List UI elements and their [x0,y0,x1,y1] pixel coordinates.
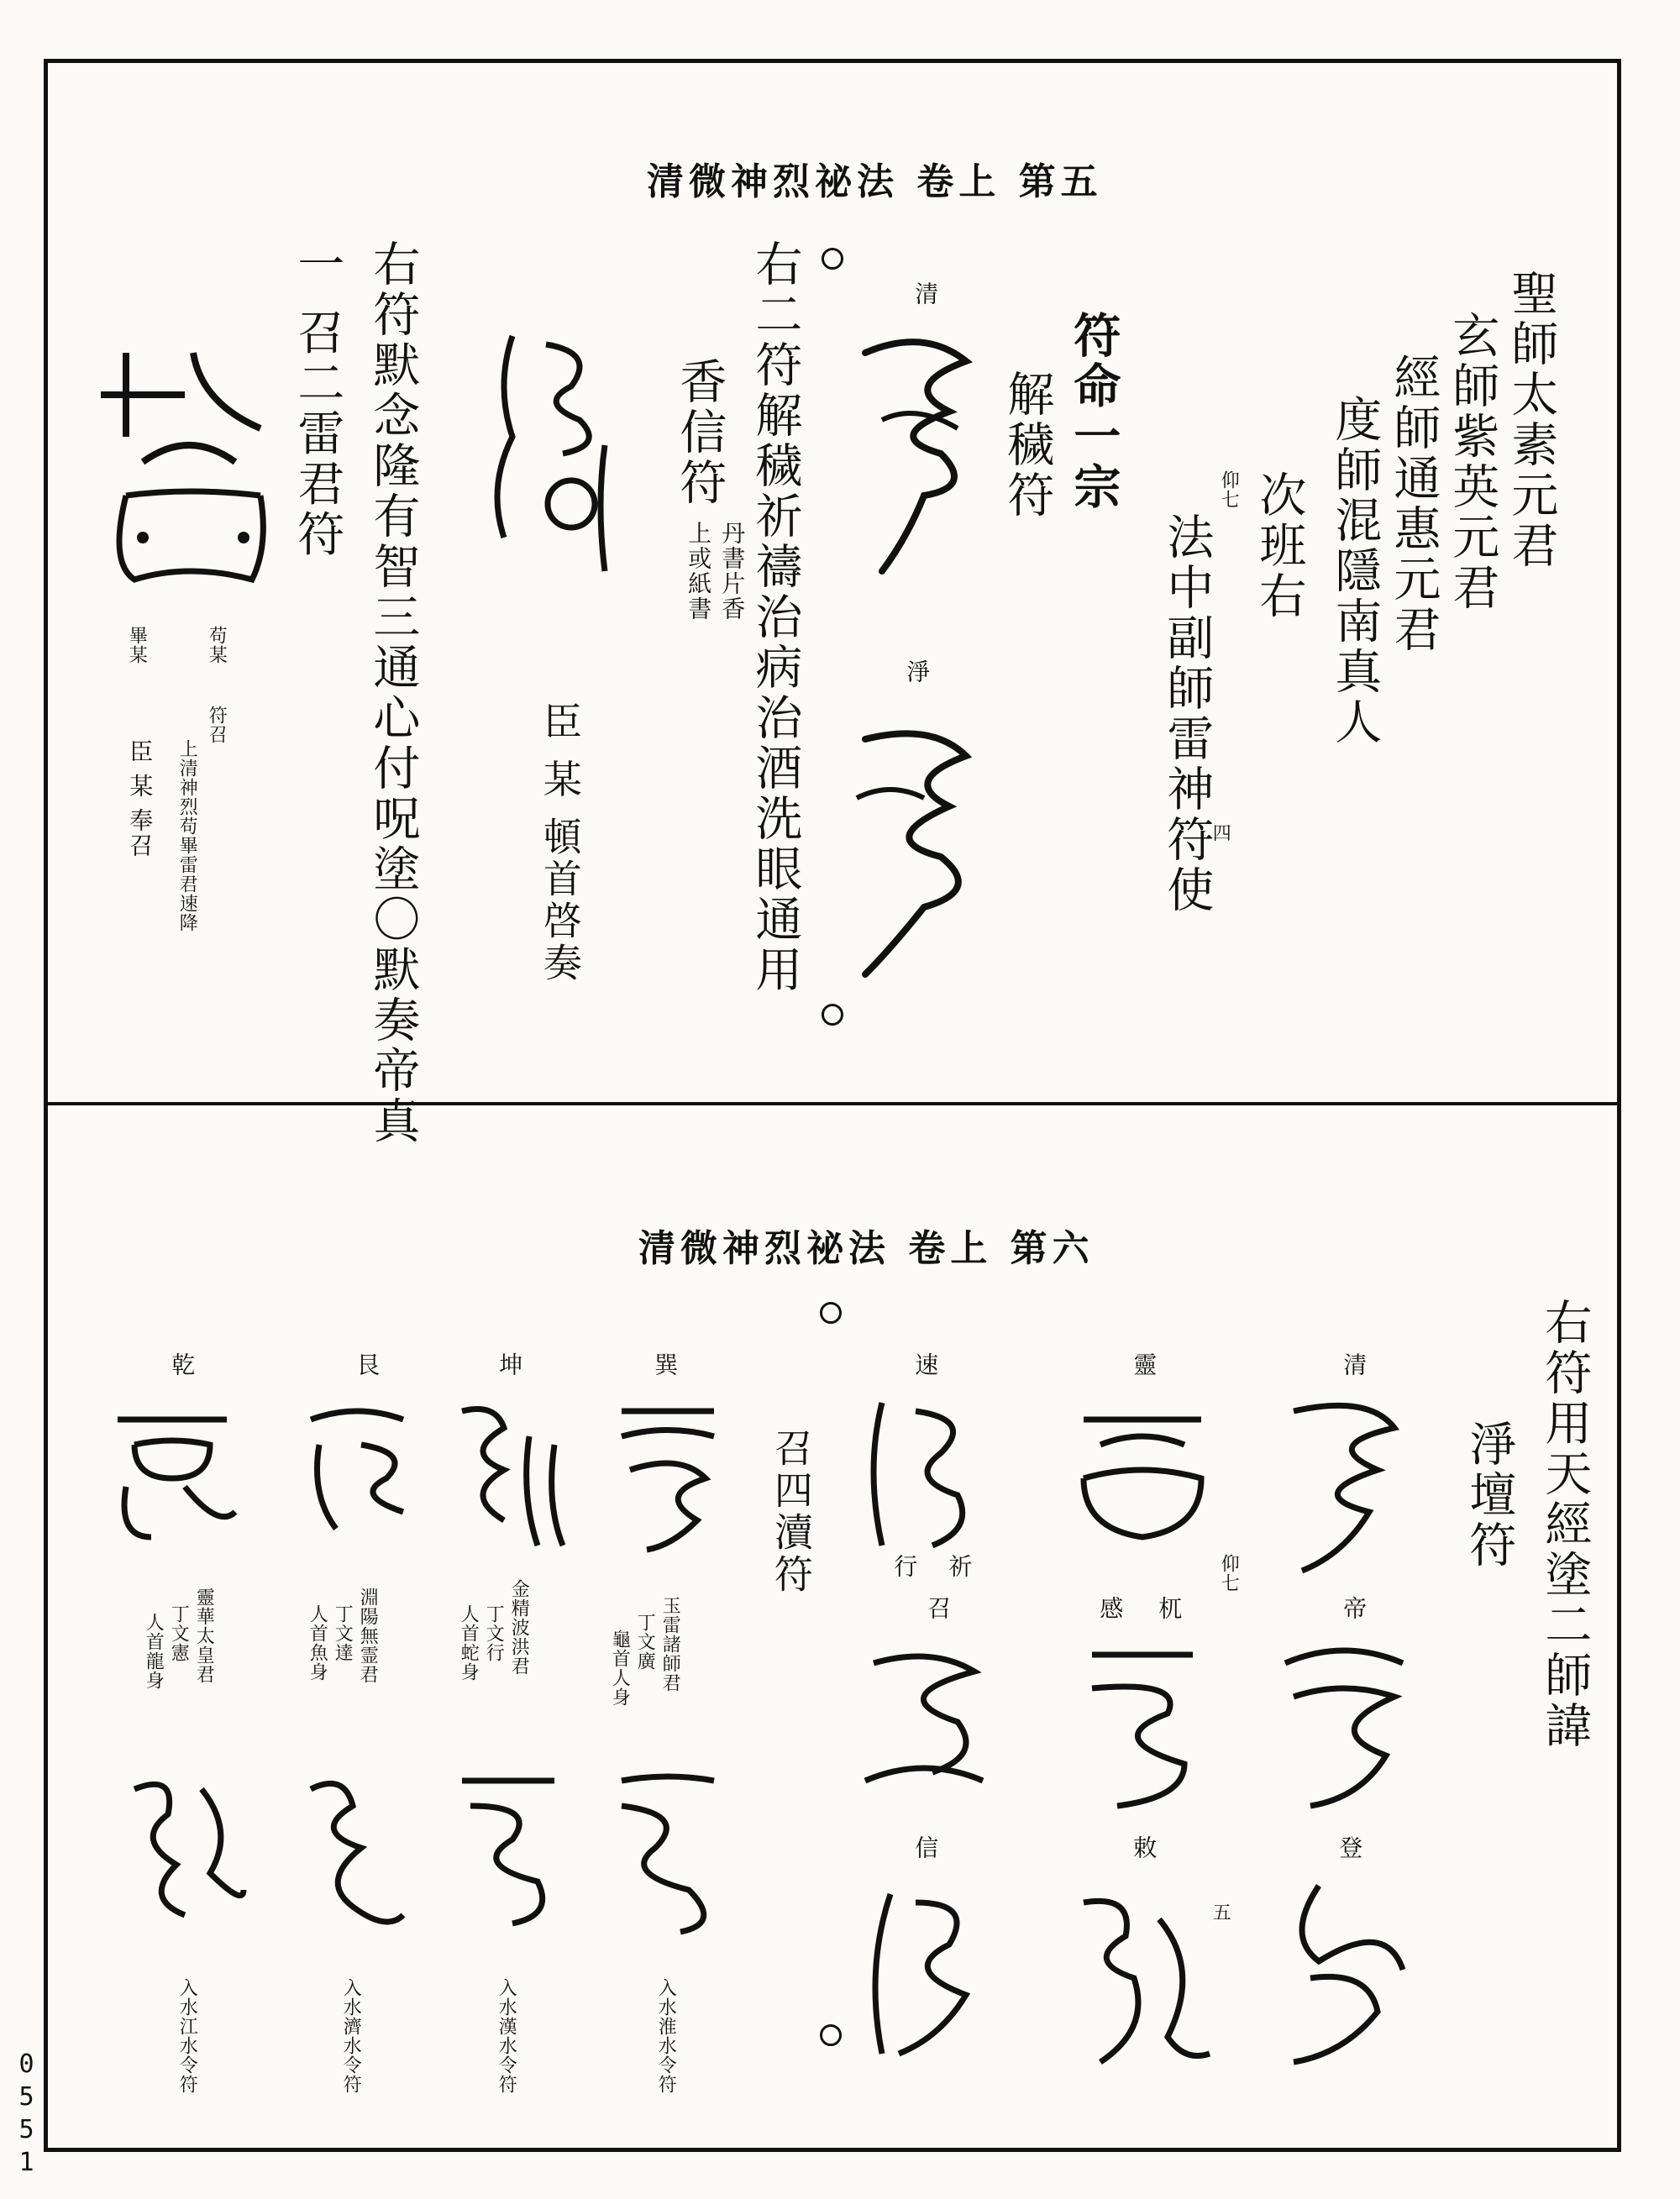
gen-talisman-glyph [294,1386,420,1537]
water-talisman-glyph [605,1756,731,1940]
qian-note-form: 人首龍身 [143,1613,165,1690]
invocation-han: 入水漢水令符 [496,1978,517,2094]
label-deng: 登 [1336,1835,1364,1860]
water-talisman-glyph [445,1756,571,1940]
qian-note-ding: 丁文憲 [168,1604,190,1662]
ring-marker [820,1302,842,1324]
label-su: 速 [911,1352,940,1378]
kun-note-form: 人首蛇身 [458,1604,480,1682]
label-xin: 信 [911,1835,940,1860]
invocation-jiang: 入水江水令符 [176,1978,198,2094]
gen-note-ding: 丁文達 [332,1604,354,1662]
trigram-kun: 坤 [496,1352,524,1378]
water-talisman-glyph [286,1756,412,1940]
talisman-name: 解穢符 [1000,370,1055,521]
altar-title: 淨壇符 [1462,1420,1517,1571]
page-divider [44,1102,1621,1105]
instructions: 右二符解穢祈禱治病治酒洗眼通用 [748,239,803,995]
small-mark-yang7: 仰七 [1218,470,1240,509]
summon-note-invoke: 上清神烈苟畢雷君速降 [176,739,198,932]
water-talisman-glyph [118,1756,252,1940]
label-qi: 祈 [945,1554,974,1579]
deity-1: 聖師太素元君 [1504,269,1559,571]
xun-note-name: 玉雷諸師君 [659,1596,681,1693]
talisman-label-jing: 淨 [903,659,932,685]
label-wu: 杌 [1155,1596,1184,1621]
label-qing: 清 [1340,1352,1368,1378]
invocation-huai: 入水淮水令符 [655,1978,677,2094]
altar-talisman-glyph [848,1869,1000,2070]
talisman-qing-glyph [848,319,991,588]
incense-note-2: 上或紙書 [685,521,713,622]
kun-note-ding: 丁文行 [483,1604,505,1662]
trigram-gen: 艮 [353,1352,381,1378]
kun-talisman-glyph [445,1386,571,1554]
summon-talisman-glyph [479,319,613,596]
altar-talisman-glyph [1067,1869,1218,2070]
label-chi: 敕 [1130,1835,1158,1860]
label-ling: 靈 [1130,1352,1158,1378]
label-zhao: 召 [924,1596,953,1621]
altar-talisman-glyph [1268,1630,1420,1814]
small-mark-yang7: 仰七 [1218,1554,1240,1593]
deity-3: 經師通惠元君 [1386,353,1441,655]
talisman-jing-glyph [840,706,991,983]
small-mark-si: 四 [1210,823,1231,842]
summon-note-bi: 畢某 [126,626,148,664]
label-xing: 行 [890,1554,919,1579]
deity-2: 玄師紫英元君 [1445,311,1500,613]
altar-talisman-glyph [1067,1386,1218,1554]
section-title: 符命一宗 [1066,311,1122,512]
ring-marker [820,2024,842,2046]
summon-text: 右符默念隆有智三通心付呪塗〇默奏帝真 [365,239,421,1147]
gen-note-form: 人首魚身 [307,1604,328,1682]
trigram-qian: 乾 [168,1352,197,1378]
talisman-label-qing: 清 [911,281,940,307]
altar-talisman-glyph [1268,1386,1420,1579]
altar-talisman-glyph [1067,1630,1218,1814]
altar-talisman-glyph [848,1630,1000,1798]
four-title: 召四瀆符 [768,1428,814,1596]
altar-talisman-glyph [848,1386,1000,1554]
use-text: 右符用天經塗二師諱 [1537,1298,1593,1751]
summon-note-fuzhao: 符召 [206,706,228,744]
altar-talisman-glyph [1268,1869,1420,2070]
vice-master: 法中副師雷神符使 [1159,512,1215,916]
xun-talisman-glyph [605,1386,731,1554]
invocation-ji: 入水濟水令符 [340,1978,362,2094]
qian-talisman-glyph [101,1386,244,1546]
memorial: 臣 某 頓首啓奏 [537,701,583,985]
trigram-xun: 巽 [651,1352,680,1378]
rank-note: 次班右 [1252,470,1307,622]
kun-note-name: 金精波洪君 [508,1579,530,1676]
summon-note-chen: 臣 某 奉召 [126,739,155,858]
deity-4: 度師混隱南真人 [1327,395,1383,748]
summon-note-gou: 苟某 [206,626,228,664]
incense-label: 香信符 [672,357,727,508]
bottom-page-header: 清微神烈祕法 卷上 第六 [638,1227,1095,1270]
label-gan: 感 [1096,1596,1125,1621]
thunder-talisman-glyph [92,328,286,605]
xun-note-ding: 丁文廣 [634,1613,656,1671]
incense-note-1: 丹書片香 [718,521,747,622]
ring-marker [822,248,843,270]
top-page-header: 清微神烈祕法 卷上 第五 [647,160,1103,203]
page-number: 0551 [12,2049,41,2181]
summon-title: 一 召二雷君符 [290,239,345,560]
gen-note-name: 淵陽無霊君 [357,1588,379,1684]
ring-marker [822,1004,843,1026]
xun-note-form: 龜首人身 [609,1630,631,1707]
label-di: 帝 [1340,1596,1368,1621]
small-mark-wu: 五 [1210,1902,1231,1922]
qian-note-name: 靈華太皇君 [193,1588,215,1684]
